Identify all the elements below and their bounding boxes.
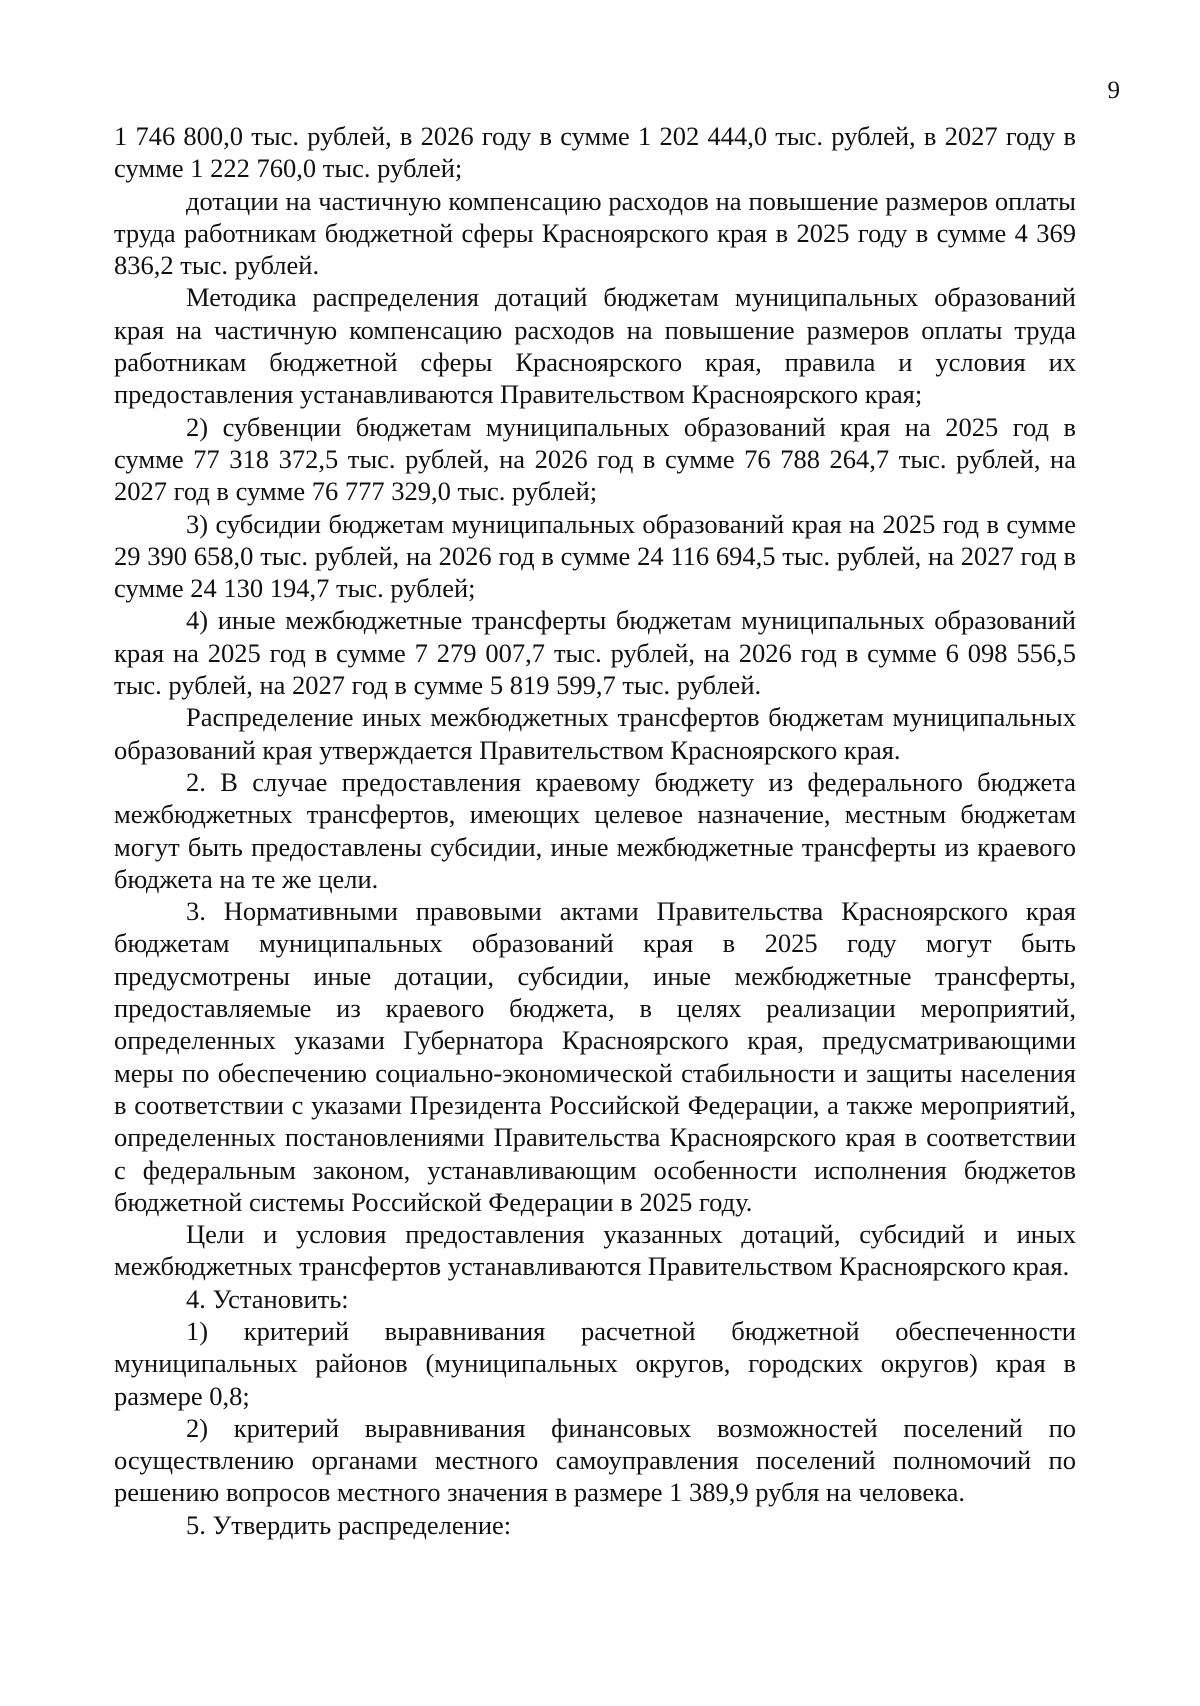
paragraph-clause-4: 4. Установить: xyxy=(186,1283,349,1314)
paragraph-subventions: 2) субвенции бюджетам муниципальных образований края на 2025 год в сумме 77 318 372,5 тыс. рублей, на 2026 год в сумме 76 788 264,7 тыс. рублей, на 2027 год в сумме 76 777 329,0 тыс. рублей; xyxy=(114,411,1076,507)
paragraph-transfers-distribution: Распределение иных межбюджетных трансфертов бюджетам муниципальных образований края утверждается Правительством Красноярского края. xyxy=(114,702,1076,765)
paragraph-continuation: 1 746 800,0 тыс. рублей, в 2026 году в сумме 1 202 444,0 тыс. рублей, в 2027 году в сумме 1 222 760,0 тыс. рублей; xyxy=(114,121,1076,184)
paragraph-other-transfers: 4) иные межбюджетные трансферты бюджетам муниципальных образований края на 2025 год в сумме 7 279 007,7 тыс. рублей, на 2026 год в сумме 6 098 556,5 тыс. рублей, на 2027 год в сумме 5 819 599,7 тыс. рублей. xyxy=(114,605,1076,701)
page-number: 9 xyxy=(1107,77,1120,104)
paragraph-clause-2: 2. В случае предоставления краевому бюджету из федерального бюджета межбюджетных трансфертов, имеющих целевое назначение, местным бюджетам могут быть предоставлены субсидии, иные межбюджетные трансферты из краевого бюджета на те же цели. xyxy=(114,766,1076,894)
paragraph-clause-5: 5. Утвердить распределение: xyxy=(186,1509,512,1540)
paragraph-clause-3: 3. Нормативными правовыми актами Правительства Красноярского края бюджетам муниципальных образований края в 2025 году могут быть предусмотрены иные дотации, субсидии, иные межбюджетные трансферты, предоставляемые из краевого бюджета, в целях реализации мероприятий, определенных указами Губернатора Красноярского края, предусматривающими меры по обеспечению социально-экономической стабильности и защиты населения в соответствии с указами Президента Российской Федерации, а также мероприятий, определенных постановлениями Правительства Красноярского края в соответствии с федеральным законом, устанавливающим особенности исполнения бюджетов бюджетной системы Российской Федерации в 2025 году. xyxy=(114,896,1076,1217)
document-body xyxy=(114,120,1076,1541)
paragraph-criterion-2: 2) критерий выравнивания финансовых возможностей поселений по осуществлению органами местного самоуправления поселений полномочий по решению вопросов местного значения в размере 1 389,9 рубля на человека. xyxy=(114,1412,1076,1508)
paragraph-distribution-method: Методика распределения дотаций бюджетам муниципальных образований края на частичную компенсацию расходов на повышение размеров оплаты труда работникам бюджетной сферы Красноярского края, правила и условия их предоставления устанавливаются Правительством Красноярского края; xyxy=(114,282,1076,410)
paragraph-dotation-compensation: дотации на частичную компенсацию расходов на повышение размеров оплаты труда работникам бюджетной сферы Красноярского края в 2025 году в сумме 4 369 836,2 тыс. рублей. xyxy=(114,185,1076,281)
paragraph-subsidies: 3) субсидии бюджетам муниципальных образований края на 2025 год в сумме 29 390 658,0 тыс. рублей, на 2026 год в сумме 24 116 694,5 тыс. рублей, на 2027 год в сумме 24 130 194,7 тыс. рублей; xyxy=(114,508,1076,604)
paragraph-goals-conditions: Цели и условия предоставления указанных дотаций, субсидий и иных межбюджетных трансфертов устанавливаются Правительством Красноярского края. xyxy=(114,1219,1076,1282)
paragraph-criterion-1: 1) критерий выравнивания расчетной бюджетной обеспеченности муниципальных районов (муниципальных округов, городских округов) края в размере 0,8; xyxy=(114,1315,1076,1411)
